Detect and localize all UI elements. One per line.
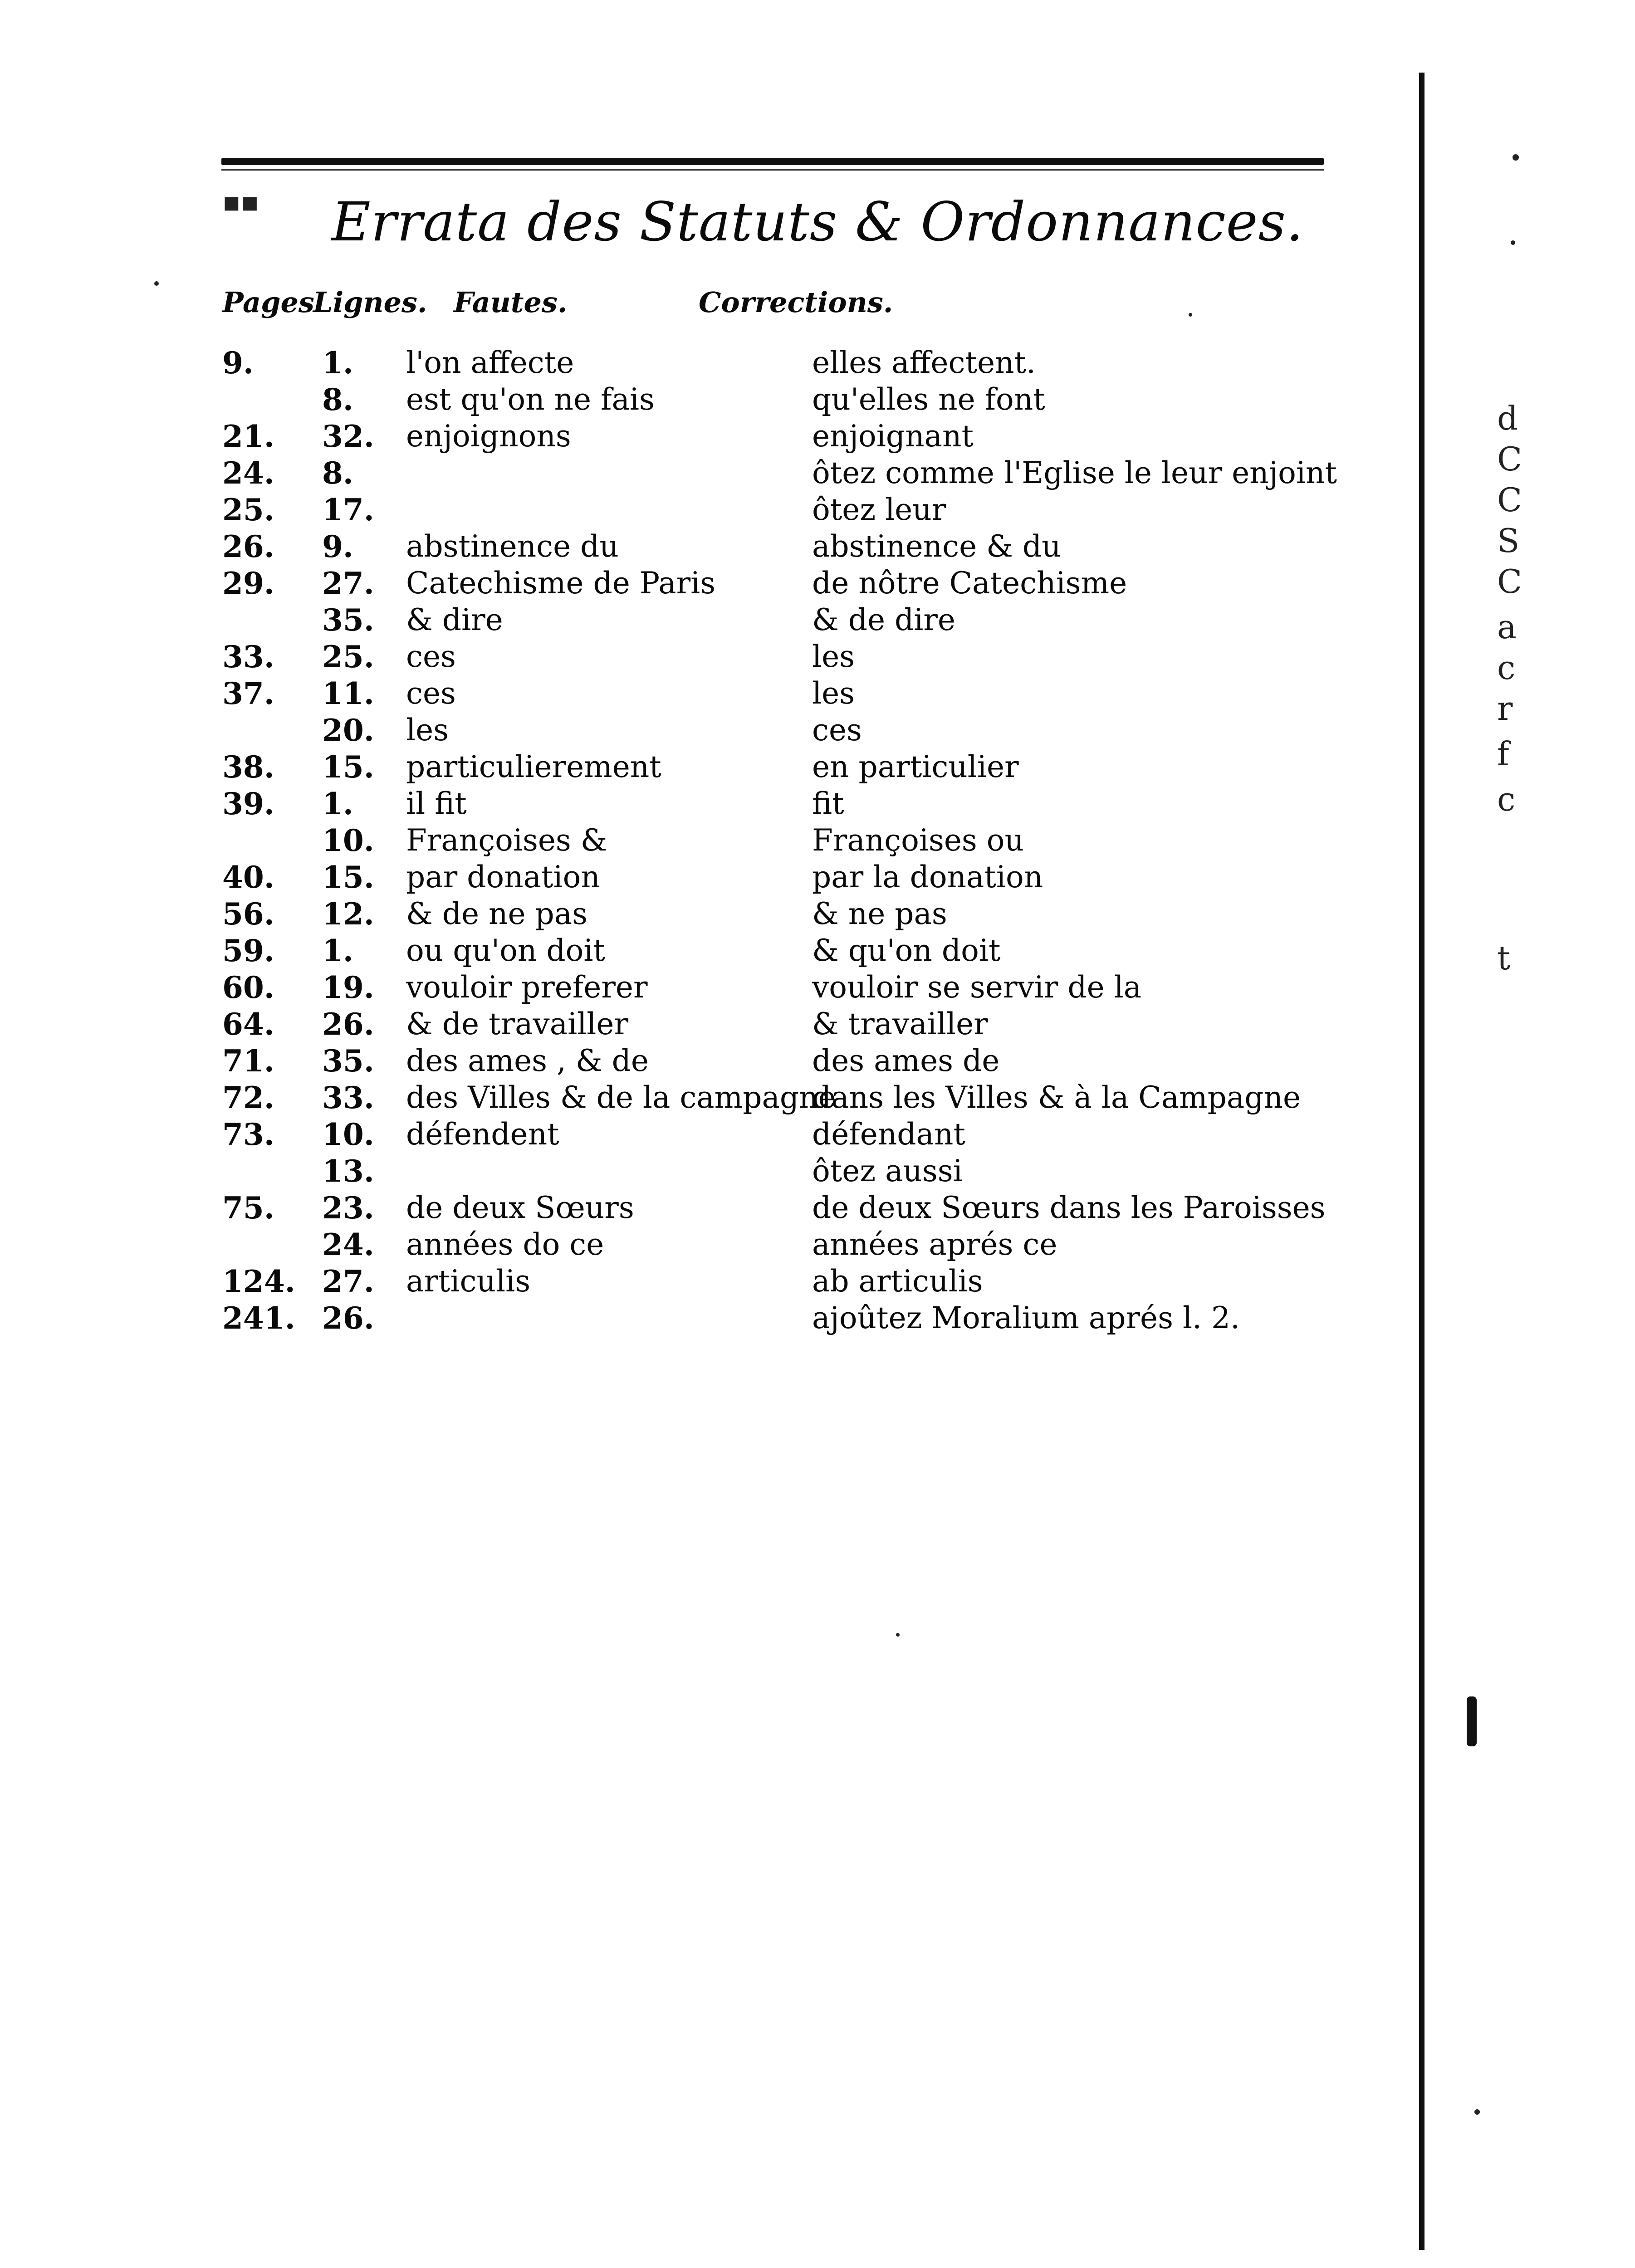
- top-rule-thin: [221, 169, 1324, 171]
- row-correction: & de dire: [812, 602, 955, 637]
- row-page: 40.: [222, 860, 274, 895]
- edge-letter: C: [1497, 562, 1522, 601]
- speck: [1189, 313, 1192, 317]
- row-fault: de deux Sœurs: [406, 1190, 634, 1225]
- row-fault: des Villes & de la campagne: [406, 1080, 836, 1115]
- binding-spine: [1419, 73, 1425, 2250]
- header-corrections: Corrections.: [699, 286, 893, 319]
- page-title: Errata des Statuts & Ordonnances.: [331, 191, 1304, 253]
- row-line: 27.: [322, 566, 374, 601]
- row-correction: Françoises ou: [812, 823, 1024, 858]
- row-page: 60.: [222, 970, 274, 1005]
- speck: [1513, 154, 1519, 161]
- edge-letter: d: [1497, 399, 1518, 437]
- row-fault: & de ne pas: [406, 896, 588, 931]
- row-line: 15.: [322, 860, 374, 895]
- row-line: 1.: [322, 786, 353, 821]
- row-page: 72.: [222, 1080, 274, 1115]
- row-fault: & de travailler: [406, 1007, 629, 1041]
- row-fault: enjoignons: [406, 419, 571, 454]
- row-page: 21.: [222, 419, 274, 454]
- row-line: 24.: [322, 1227, 374, 1262]
- row-correction: ajoûtez Moralium aprés l. 2.: [812, 1300, 1240, 1335]
- row-fault: défendent: [406, 1117, 559, 1152]
- row-fault: ou qu'on doit: [406, 933, 605, 968]
- row-fault: & dire: [406, 602, 503, 637]
- row-page: 241.: [222, 1300, 295, 1336]
- header-lignes: Lignes.: [313, 286, 427, 319]
- row-line: 35.: [322, 602, 374, 638]
- row-fault: articulis: [406, 1264, 531, 1299]
- edge-letter: c: [1497, 649, 1516, 687]
- row-correction: ôtez aussi: [812, 1154, 963, 1188]
- row-line: 12.: [322, 896, 374, 932]
- row-correction: fit: [812, 786, 844, 821]
- row-line: 15.: [322, 749, 374, 785]
- row-line: 32.: [322, 419, 374, 454]
- row-correction: les: [812, 639, 855, 674]
- row-line: 27.: [322, 1264, 374, 1299]
- row-fault: vouloir preferer: [406, 970, 648, 1005]
- row-line: 11.: [322, 676, 374, 711]
- edge-letter: c: [1497, 780, 1516, 818]
- row-page: 38.: [222, 749, 274, 785]
- row-page: 124.: [222, 1264, 295, 1299]
- row-correction: de nôtre Catechisme: [812, 566, 1127, 601]
- row-correction: & ne pas: [812, 896, 947, 931]
- row-correction: ab articulis: [812, 1264, 983, 1299]
- row-correction: les: [812, 676, 855, 711]
- speck: [896, 1633, 900, 1637]
- row-line: 9.: [322, 529, 353, 564]
- row-fault: ces: [406, 676, 456, 711]
- row-line: 26.: [322, 1007, 374, 1042]
- row-fault: des ames , & de: [406, 1043, 649, 1078]
- header-fautes: Fautes.: [454, 286, 568, 319]
- row-line: 1.: [322, 345, 353, 381]
- row-page: 59.: [222, 933, 274, 968]
- row-correction: de deux Sœurs dans les Paroisses: [812, 1190, 1326, 1225]
- edge-letter: t: [1497, 939, 1510, 977]
- row-correction: ôtez comme l'Eglise le leur enjoint: [812, 455, 1337, 490]
- row-correction: dans les Villes & à la Campagne: [812, 1080, 1301, 1115]
- row-fault: il fit: [406, 786, 467, 821]
- row-page: 25.: [222, 492, 274, 528]
- row-correction: & travailler: [812, 1007, 988, 1041]
- row-line: 19.: [322, 970, 374, 1005]
- row-line: 10.: [322, 1117, 374, 1152]
- binding-notch: [1467, 1696, 1477, 1746]
- edge-letter: f: [1497, 735, 1509, 773]
- row-correction: par la donation: [812, 860, 1043, 894]
- row-line: 33.: [322, 1080, 374, 1115]
- row-fault: Françoises &: [406, 823, 607, 858]
- row-line: 8.: [322, 455, 353, 491]
- row-page: 9.: [222, 345, 254, 381]
- row-fault: les: [406, 713, 449, 748]
- speck: [1474, 2109, 1480, 2115]
- row-correction: années aprés ce: [812, 1227, 1057, 1262]
- row-line: 10.: [322, 823, 374, 858]
- row-correction: ôtez leur: [812, 492, 946, 527]
- corner-mark: ▪▪: [222, 186, 259, 218]
- row-line: 13.: [322, 1154, 374, 1189]
- row-line: 17.: [322, 492, 374, 528]
- row-page: 24.: [222, 455, 274, 491]
- top-rule: [221, 158, 1324, 165]
- row-page: 73.: [222, 1117, 274, 1152]
- row-line: 8.: [322, 382, 353, 417]
- row-fault: particulierement: [406, 749, 661, 784]
- row-correction: en particulier: [812, 749, 1019, 784]
- row-correction: elles affectent.: [812, 345, 1036, 380]
- row-fault: Catechisme de Paris: [406, 566, 716, 601]
- header-pages: Pages: [222, 286, 314, 319]
- row-page: 33.: [222, 639, 274, 675]
- row-fault: l'on affecte: [406, 345, 574, 380]
- edge-letter: a: [1497, 608, 1517, 646]
- row-correction: enjoignant: [812, 419, 974, 454]
- edge-letter: r: [1497, 689, 1513, 728]
- row-page: 29.: [222, 566, 274, 601]
- row-line: 26.: [322, 1300, 374, 1336]
- row-page: 56.: [222, 896, 274, 932]
- row-line: 23.: [322, 1190, 374, 1226]
- row-fault: abstinence du: [406, 529, 619, 564]
- row-line: 20.: [322, 713, 374, 748]
- row-page: 39.: [222, 786, 274, 821]
- row-page: 71.: [222, 1043, 274, 1079]
- row-correction: vouloir se servir de la: [812, 970, 1142, 1005]
- row-line: 25.: [322, 639, 374, 675]
- edge-letter: C: [1497, 440, 1522, 478]
- row-page: 37.: [222, 676, 274, 711]
- row-correction: & qu'on doit: [812, 933, 1001, 968]
- row-fault: par donation: [406, 860, 600, 894]
- row-correction: abstinence & du: [812, 529, 1061, 564]
- row-correction: qu'elles ne font: [812, 382, 1045, 417]
- row-page: 26.: [222, 529, 274, 564]
- row-line: 1.: [322, 933, 353, 968]
- row-fault: années do ce: [406, 1227, 604, 1262]
- row-page: 64.: [222, 1007, 274, 1042]
- row-fault: ces: [406, 639, 456, 674]
- row-correction: ces: [812, 713, 862, 748]
- speck: [154, 281, 159, 286]
- row-line: 35.: [322, 1043, 374, 1079]
- edge-letter: C: [1497, 481, 1522, 519]
- row-correction: défendant: [812, 1117, 965, 1152]
- row-page: 75.: [222, 1190, 274, 1226]
- edge-letter: S: [1497, 522, 1520, 560]
- row-correction: des ames de: [812, 1043, 1000, 1078]
- row-fault: est qu'on ne fais: [406, 382, 655, 417]
